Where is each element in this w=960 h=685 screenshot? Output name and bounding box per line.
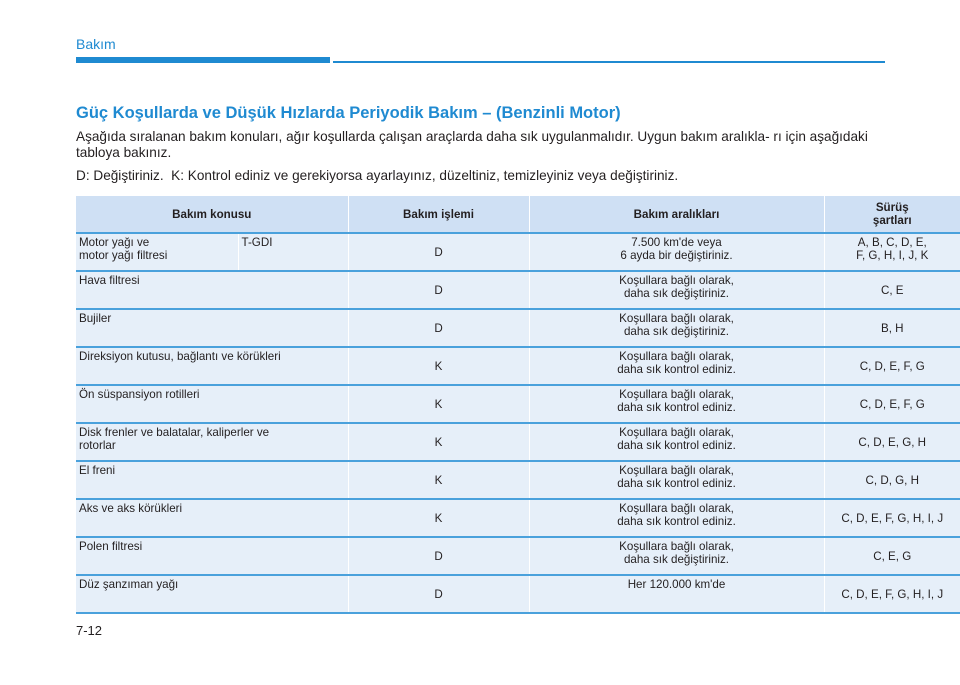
row-interval [529,461,824,499]
row-interval-text: Koşullara bağlı olarak, daha sık değiştiriniz. [619,540,734,566]
row-operation: K [348,347,529,385]
header-interval: Bakım aralıkları [529,196,824,233]
row-interval-text: 7.500 km'de veya 6 ayda bir değiştiriniz. [620,236,733,262]
row-operation: K [348,385,529,423]
row-operation: D [348,575,529,613]
row-operation: K [348,423,529,461]
row-operation: D [348,537,529,575]
table-row [76,309,960,347]
row-item [76,461,348,499]
section-label: Bakım [76,36,116,52]
row-interval [529,271,824,309]
row-interval [529,347,824,385]
row-interval-text: Koşullara bağlı olarak, daha sık kontrol ediniz. [617,502,736,528]
row-operation: D [348,309,529,347]
row-interval-text: Koşullara bağlı olarak, daha sık kontrol ediniz. [617,388,736,414]
legend-paragraph: D: Değiştiriniz. K: Kontrol ediniz ve gerekiyorsa ayarlayınız, düzeltiniz, temizleyiniz veya değiştiriniz. [76,168,679,183]
row-interval-text: Koşullara bağlı olarak, daha sık kontrol ediniz. [617,464,736,490]
table-row [76,537,960,575]
row-interval [529,499,824,537]
row-interval [529,575,824,613]
table-row [76,461,960,499]
row-conditions: C, E [824,271,960,309]
row-item-text: Bujiler [79,312,112,325]
row-item [76,537,348,575]
row-interval-text: Koşullara bağlı olarak, daha sık değiştiriniz. [619,274,734,300]
table-row [76,385,960,423]
table-header-row [76,196,960,233]
row-item-text: Düz şanzıman yağı [79,578,179,591]
row-item [76,575,348,613]
row-interval [529,385,824,423]
intro-paragraph: Aşağıda sıralanan bakım konuları, ağır koşullarda çalışan araçlarda daha sık uygulanmalıdır. Uygun bakım aralıkla- rı için aşağıdaki tabloya bakınız. [76,129,868,160]
row-item [76,423,348,461]
row-item [76,233,238,271]
row-item-text: Ön süspansiyon rotilleri [79,388,200,401]
header-conditions-text: Sürüş şartları [872,201,912,227]
row-item [76,309,348,347]
row-conditions: B, H [824,309,960,347]
row-conditions: C, D, E, F, G, H, I, J [824,575,960,613]
row-interval [529,423,824,461]
header-item: Bakım konusu [76,196,348,233]
row-interval-text: Koşullara bağlı olarak, daha sık kontrol ediniz. [617,426,736,452]
row-item-text: El freni [79,464,116,477]
row-conditions: C, D, G, H [824,461,960,499]
table-row [76,499,960,537]
row-item [76,347,348,385]
row-item [76,271,348,309]
table-row [76,423,960,461]
row-conditions-text: A, B, C, D, E, F, G, H, I, J, K [856,236,929,262]
row-interval-text: Koşullara bağlı olarak, daha sık değiştiriniz. [619,312,734,338]
row-item-text: Motor yağı ve motor yağı filtresi [79,236,168,262]
maintenance-table [76,196,960,614]
row-operation: D [348,271,529,309]
row-interval-text: Her 120.000 km'de [627,578,726,591]
page-title: Güç Koşullarda ve Düşük Hızlarda Periyodik Bakım – (Benzinli Motor) [76,104,621,122]
row-item-text: Disk frenler ve balatalar, kaliperler ve rotorlar [79,426,270,452]
row-conditions: C, D, E, G, H [824,423,960,461]
row-interval [529,537,824,575]
row-interval-text: Koşullara bağlı olarak, daha sık kontrol ediniz. [617,350,736,376]
row-conditions: C, D, E, F, G, H, I, J [824,499,960,537]
row-conditions: C, D, E, F, G [824,385,960,423]
row-interval [529,233,824,271]
row-operation: K [348,499,529,537]
table-row [76,233,960,271]
row-item-text: Polen filtresi [79,540,143,553]
row-conditions [824,233,960,271]
row-interval [529,309,824,347]
header-conditions [824,196,960,233]
row-conditions: C, E, G [824,537,960,575]
row-engine-type: T-GDI [238,233,348,271]
row-item-text: Aks ve aks körükleri [79,502,183,515]
row-item [76,385,348,423]
row-item-text: Hava filtresi [79,274,140,287]
header-rule-thick [76,57,330,63]
page-number: 7-12 [76,623,103,638]
row-operation: D [348,233,529,271]
row-conditions: C, D, E, F, G [824,347,960,385]
row-item [76,499,348,537]
row-item-text: Direksiyon kutusu, bağlantı ve körükleri [79,350,281,363]
table-row [76,347,960,385]
header-rule-thin [333,61,885,63]
header-operation: Bakım işlemi [348,196,529,233]
row-operation: K [348,461,529,499]
table-row [76,271,960,309]
table-row [76,575,960,613]
